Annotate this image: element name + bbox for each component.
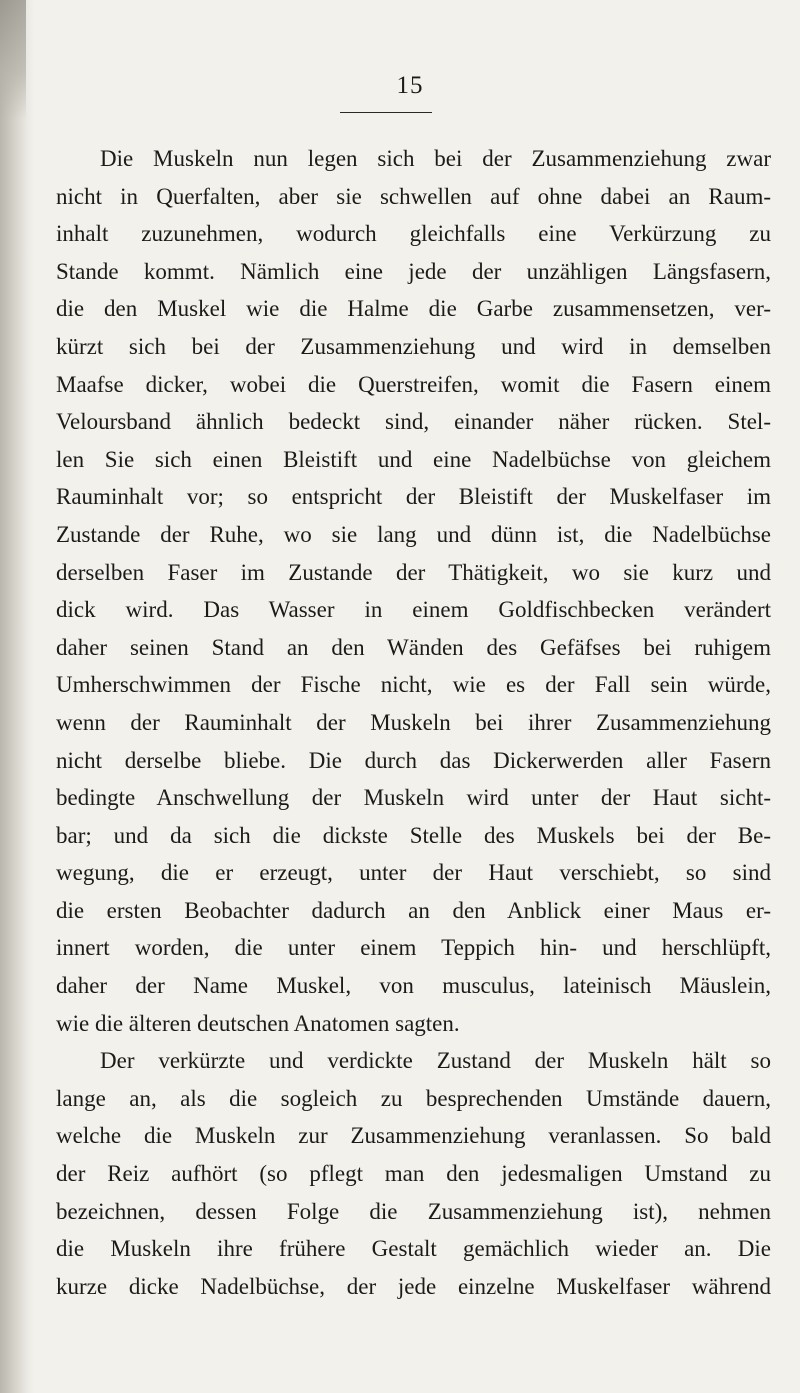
text-line: dick wird. Das Wasser in einem Goldfischbecken verändert bbox=[56, 597, 771, 623]
text-line: daher seinen Stand an den Wänden des Gefäfses bei ruhigem bbox=[56, 634, 771, 660]
text-line: daher der Name Muskel, von musculus, lateinisch Mäuslein, bbox=[56, 973, 771, 999]
text-line: bar; und da sich die dickste Stelle des Muskels bei der Be- bbox=[56, 822, 771, 848]
text-line: welche die Muskeln zur Zusammenziehung veranlassen. So bald bbox=[56, 1123, 771, 1149]
text-line: lange an, als die sogleich zu besprechenden Umstände dauern, bbox=[56, 1085, 771, 1111]
text-line: derselben Faser im Zustande der Thätigkeit, wo sie kurz und bbox=[56, 559, 771, 585]
text-line: der Reiz aufhört (so pflegt man den jedesmaligen Umstand zu bbox=[56, 1161, 771, 1187]
binding-shadow-top bbox=[0, 0, 26, 120]
text-line: nicht in Querfalten, aber sie schwellen auf ohne dabei an Raum- bbox=[56, 183, 771, 209]
text-line: Die Muskeln nun legen sich bei der Zusammenziehung zwar bbox=[100, 146, 771, 171]
text-line: len Sie sich einen Bleistift und eine Nadelbüchse von gleichem bbox=[56, 446, 771, 472]
text-line: Stande kommt. Nämlich eine jede der unzähligen Längsfasern, bbox=[56, 258, 771, 284]
text-line: inhalt zuzunehmen, wodurch gleichfalls eine Verkürzung zu bbox=[56, 221, 771, 247]
text-line: wie die älteren deutschen Anatomen sagten. bbox=[56, 1010, 460, 1036]
page-number: 15 bbox=[396, 72, 424, 99]
body-text bbox=[56, 140, 771, 1305]
text-line: Der verkürzte und verdickte Zustand der Muskeln hält so bbox=[100, 1048, 771, 1074]
text-line: die Muskeln ihre frühere Gestalt gemächlich wieder an. Die bbox=[56, 1236, 771, 1262]
text-line: Zustande der Ruhe, wo sie lang und dünn ist, die Nadelbüchse bbox=[56, 521, 771, 547]
text-line: Maafse dicker, wobei die Querstreifen, womit die Fasern einem bbox=[56, 371, 771, 397]
text-line: kürzt sich bei der Zusammenziehung und wird in demselben bbox=[56, 333, 771, 359]
text-line: Umherschwimmen der Fische nicht, wie es der Fall sein würde, bbox=[56, 672, 771, 698]
text-line: Rauminhalt vor; so entspricht der Bleistift der Muskelfaser im bbox=[56, 484, 771, 510]
text-line: Veloursband ähnlich bedeckt sind, einander näher rücken. Stel- bbox=[56, 409, 771, 435]
text-line: die den Muskel wie die Halme die Garbe zusammensetzen, ver- bbox=[56, 296, 771, 322]
text-line: wegung, die er erzeugt, unter der Haut verschiebt, so sind bbox=[56, 860, 771, 886]
text-line: innert worden, die unter einem Teppich hin- und herschlüpft, bbox=[56, 935, 771, 961]
text-line: die ersten Beobachter dadurch an den Anblick einer Maus er- bbox=[56, 897, 771, 923]
text-line: nicht derselbe bliebe. Die durch das Dickerwerden aller Fasern bbox=[56, 747, 771, 773]
header-rule bbox=[340, 112, 432, 113]
text-line: bezeichnen, dessen Folge die Zusammenziehung ist), nehmen bbox=[56, 1198, 771, 1224]
text-line: kurze dicke Nadelbüchse, der jede einzelne Muskelfaser während bbox=[56, 1273, 771, 1299]
text-line: wenn der Rauminhalt der Muskeln bei ihrer Zusammenziehung bbox=[56, 709, 771, 735]
text-line: bedingte Anschwellung der Muskeln wird unter der Haut sicht- bbox=[56, 785, 771, 811]
binding-shadow bbox=[0, 0, 34, 1393]
